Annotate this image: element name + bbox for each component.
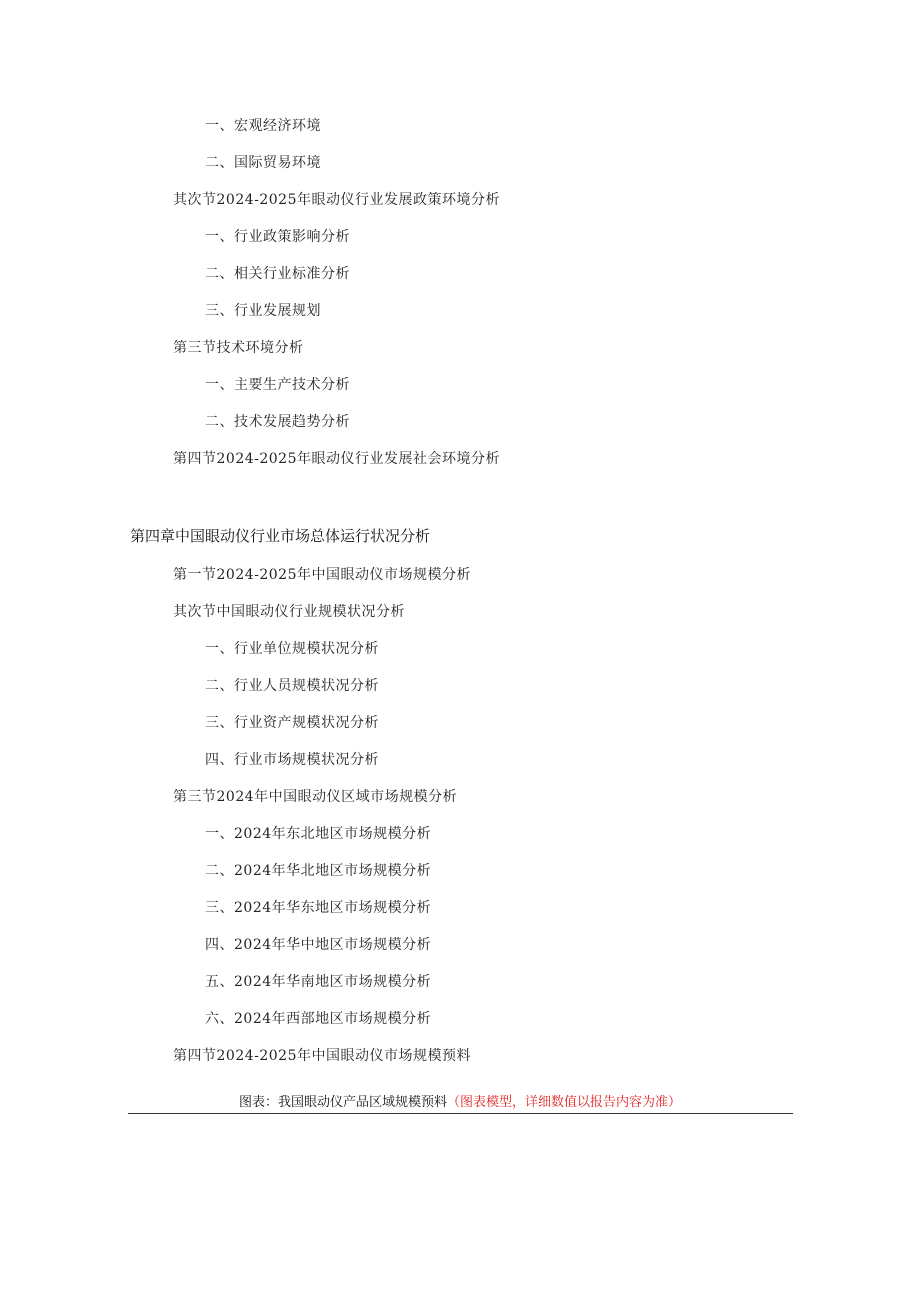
toc-item: 二、国际贸易环境 [205,155,321,171]
toc-item: 三、行业资产规模状况分析 [205,715,379,731]
toc-item: 四、2024年华中地区市场规模分析 [205,937,432,953]
toc-item: 一、主要生产技术分析 [205,377,350,393]
toc-item: 二、技术发展趋势分析 [205,414,350,430]
toc-item: 一、宏观经济环境 [205,118,321,134]
caption-main: 图表：我国眼动仪产品区域规模预料 [238,1095,447,1110]
toc-item: 五、2024年华南地区市场规模分析 [205,974,432,990]
toc-item: 一、行业政策影响分析 [205,229,350,245]
toc-item: 三、2024年华东地区市场规模分析 [205,900,432,916]
toc-item: 一、行业单位规模状况分析 [205,641,379,657]
toc-item: 六、2024年西部地区市场规模分析 [205,1011,432,1027]
toc-section: 第三节技术环境分析 [173,340,304,356]
toc-section: 第一节2024-2025年中国眼动仪市场规模分析 [173,567,471,583]
toc-item: 三、行业发展规划 [205,303,321,319]
chapter-title: 第四章中国眼动仪行业市场总体运行状况分析 [130,527,431,545]
toc-item: 二、行业人员规模状况分析 [205,678,379,694]
toc-item: 四、行业市场规模状况分析 [205,752,379,768]
toc-section: 第四节2024-2025年眼动仪行业发展社会环境分析 [173,451,500,467]
caption-note: （图表模型，详细数值以报告内容为准） [447,1095,682,1110]
toc-item: 二、相关行业标准分析 [205,266,350,282]
toc-item: 一、2024年东北地区市场规模分析 [205,826,432,842]
toc-item: 二、2024年华北地区市场规模分析 [205,863,432,879]
toc-section: 其次节2024-2025年眼动仪行业发展政策环境分析 [173,192,500,208]
toc-section: 第四节2024-2025年中国眼动仪市场规模预料 [173,1048,471,1064]
figure-caption [0,1094,920,1112]
caption-divider [128,1113,793,1114]
toc-section: 第三节2024年中国眼动仪区域市场规模分析 [173,789,458,805]
toc-section: 其次节中国眼动仪行业规模状况分析 [173,604,405,620]
